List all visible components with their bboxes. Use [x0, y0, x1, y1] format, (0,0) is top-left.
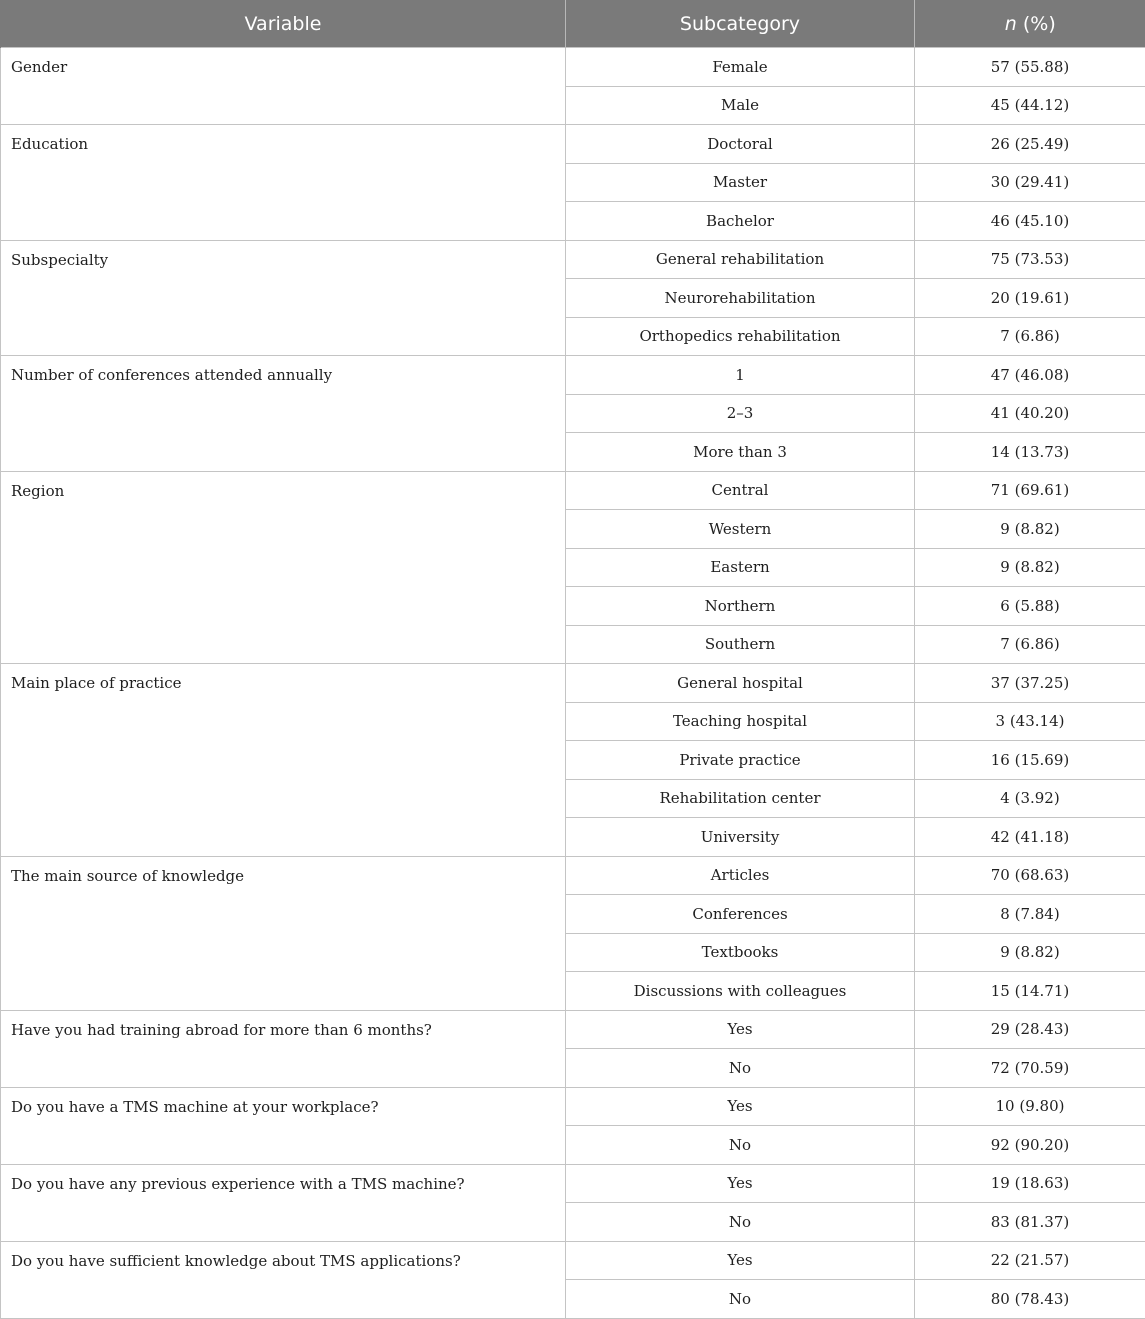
- subcategory-cell: Northern: [566, 587, 915, 626]
- variable-cell: Do you have sufficient knowledge about TMS applications?: [1, 1241, 566, 1318]
- table-header: [1, 0, 1145, 48]
- n-percent-cell: 45 (44.12): [915, 86, 1145, 125]
- n-percent-cell: 8 (7.84): [915, 895, 1145, 934]
- table-row: [1, 856, 1145, 895]
- subcategory-cell: Doctoral: [566, 125, 915, 164]
- n-percent-cell: 72 (70.59): [915, 1049, 1145, 1088]
- subcategory-cell: Yes: [566, 1010, 915, 1049]
- variable-cell: Have you had training abroad for more than 6 months?: [1, 1010, 566, 1087]
- subcategory-cell: 2–3: [566, 394, 915, 433]
- table-row: [1, 1241, 1145, 1280]
- table-body: [1, 48, 1145, 1319]
- subcategory-cell: Private practice: [566, 741, 915, 780]
- n-percent-cell: 30 (29.41): [915, 163, 1145, 202]
- table-row: [1, 1010, 1145, 1049]
- variable-cell: Do you have any previous experience with a TMS machine?: [1, 1164, 566, 1241]
- n-percent-cell: 70 (68.63): [915, 856, 1145, 895]
- header-row: [1, 0, 1145, 48]
- subcategory-cell: Yes: [566, 1241, 915, 1280]
- subcategory-cell: Neurorehabilitation: [566, 279, 915, 318]
- subcategory-cell: Western: [566, 510, 915, 549]
- variable-cell: Number of conferences attended annually: [1, 356, 566, 472]
- n-percent-cell: 7 (6.86): [915, 625, 1145, 664]
- n-percent-cell: 92 (90.20): [915, 1126, 1145, 1165]
- table-row: [1, 125, 1145, 164]
- subcategory-cell: Bachelor: [566, 202, 915, 241]
- subcategory-cell: General hospital: [566, 664, 915, 703]
- subcategory-cell: Textbooks: [566, 933, 915, 972]
- subcategory-cell: No: [566, 1203, 915, 1242]
- table-row: [1, 664, 1145, 703]
- table-row: [1, 1087, 1145, 1126]
- n-percent-cell: 15 (14.71): [915, 972, 1145, 1011]
- variable-cell: Region: [1, 471, 566, 664]
- subcategory-cell: Conferences: [566, 895, 915, 934]
- n-percent-cell: 83 (81.37): [915, 1203, 1145, 1242]
- n-percent-cell: 47 (46.08): [915, 356, 1145, 395]
- n-percent-cell: 37 (37.25): [915, 664, 1145, 703]
- n-percent-cell: 41 (40.20): [915, 394, 1145, 433]
- n-percent-cell: 57 (55.88): [915, 48, 1145, 87]
- table-row: [1, 471, 1145, 510]
- variable-cell: Education: [1, 125, 566, 241]
- subcategory-cell: Articles: [566, 856, 915, 895]
- variable-cell: Do you have a TMS machine at your workplace?: [1, 1087, 566, 1164]
- table-row: [1, 356, 1145, 395]
- subcategory-cell: No: [566, 1126, 915, 1165]
- variable-cell: Subspecialty: [1, 240, 566, 356]
- header-n-symbol: n: [1005, 13, 1017, 35]
- n-percent-cell: 71 (69.61): [915, 471, 1145, 510]
- n-percent-cell: 9 (8.82): [915, 510, 1145, 549]
- n-percent-cell: 9 (8.82): [915, 548, 1145, 587]
- subcategory-cell: Teaching hospital: [566, 702, 915, 741]
- subcategory-cell: Female: [566, 48, 915, 87]
- subcategory-cell: Central: [566, 471, 915, 510]
- subcategory-cell: Yes: [566, 1164, 915, 1203]
- subcategory-cell: Eastern: [566, 548, 915, 587]
- subcategory-cell: Orthopedics rehabilitation: [566, 317, 915, 356]
- variable-cell: Gender: [1, 48, 566, 125]
- subcategory-cell: No: [566, 1049, 915, 1088]
- subcategory-cell: Southern: [566, 625, 915, 664]
- n-percent-cell: 7 (6.86): [915, 317, 1145, 356]
- n-percent-cell: 10 (9.80): [915, 1087, 1145, 1126]
- n-percent-cell: 29 (28.43): [915, 1010, 1145, 1049]
- n-percent-cell: 6 (5.88): [915, 587, 1145, 626]
- subcategory-cell: No: [566, 1280, 915, 1319]
- table-row: [1, 1164, 1145, 1203]
- header-variable: Variable: [1, 0, 566, 48]
- table-row: [1, 240, 1145, 279]
- subcategory-cell: Master: [566, 163, 915, 202]
- subcategory-cell: General rehabilitation: [566, 240, 915, 279]
- n-percent-cell: 19 (18.63): [915, 1164, 1145, 1203]
- n-percent-cell: 14 (13.73): [915, 433, 1145, 472]
- n-percent-cell: 4 (3.92): [915, 779, 1145, 818]
- header-n-percent: [915, 0, 1145, 48]
- n-percent-cell: 42 (41.18): [915, 818, 1145, 857]
- header-subcategory: Subcategory: [566, 0, 915, 48]
- n-percent-cell: 46 (45.10): [915, 202, 1145, 241]
- subcategory-cell: 1: [566, 356, 915, 395]
- header-percent-symbol: (%): [1017, 13, 1056, 35]
- n-percent-cell: 20 (19.61): [915, 279, 1145, 318]
- subcategory-cell: University: [566, 818, 915, 857]
- table-row: [1, 48, 1145, 87]
- subcategory-cell: Yes: [566, 1087, 915, 1126]
- subcategory-cell: Male: [566, 86, 915, 125]
- subcategory-cell: Rehabilitation center: [566, 779, 915, 818]
- n-percent-cell: 22 (21.57): [915, 1241, 1145, 1280]
- subcategory-cell: Discussions with colleagues: [566, 972, 915, 1011]
- n-percent-cell: 3 (43.14): [915, 702, 1145, 741]
- n-percent-cell: 75 (73.53): [915, 240, 1145, 279]
- n-percent-cell: 80 (78.43): [915, 1280, 1145, 1319]
- n-percent-cell: 16 (15.69): [915, 741, 1145, 780]
- variable-cell: Main place of practice: [1, 664, 566, 857]
- subcategory-cell: More than 3: [566, 433, 915, 472]
- n-percent-cell: 9 (8.82): [915, 933, 1145, 972]
- variable-cell: The main source of knowledge: [1, 856, 566, 1010]
- n-percent-cell: 26 (25.49): [915, 125, 1145, 164]
